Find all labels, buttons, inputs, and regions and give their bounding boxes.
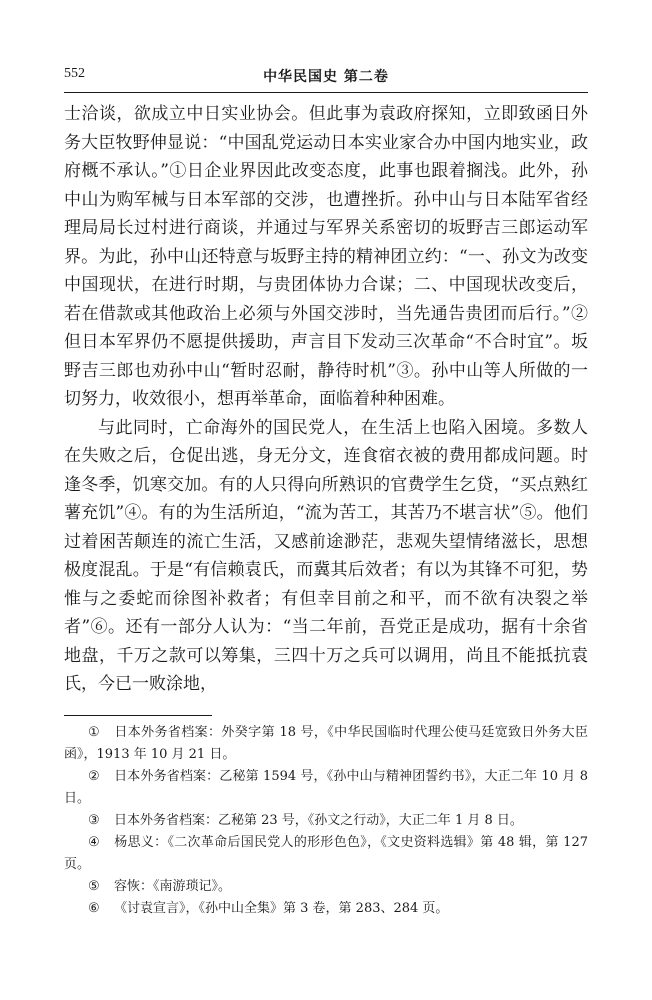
footnote [64, 898, 588, 920]
footnote-marker: ⑤ [88, 879, 100, 894]
footnote [64, 832, 588, 876]
footnote [64, 810, 588, 832]
footnote-text: 日本外务省档案：乙秘第 23 号，《孙文之行动》，大正二年 1 月 8 日。 [114, 813, 523, 828]
footnotes [64, 722, 588, 920]
footnote-marker: ② [88, 769, 100, 784]
paragraph: 与此同时，亡命海外的国民党人，在生活上也陷入困境。多数人在失败之后，仓促出逃，身无分文，连食宿衣被的费用都成问题。时逢冬季，饥寒交加。有的人只得向所熟识的官费学生乞贷，“买点熟红薯充饥”④。有的为生活所迫，“流为苦工，其苦乃不堪言状”⑤。他们过着困苦颠连的流亡生活，又感前途渺茫，悲观失望情绪滋长，思想极度混乱。于是“有信赖袁氏，而冀其后效者；有以为其锋不可犯，势惟与之委蛇而徐图补救者；有但幸目前之和平，而不欲有决裂之举者”⑥。还有一部分人认为：“当二年前，吾党正是成功，据有十余省地盘，千万之款可以筹集，三四十万之兵可以调用，尚且不能抵抗袁氏，今已一败涂地， [64, 417, 588, 694]
footnote-marker: ① [88, 725, 100, 740]
running-title: 中华民国史 第二卷 [263, 69, 389, 85]
footnote-text: 日本外务省档案：乙秘第 1594 号，《孙中山与精神团誓约书》，大正二年 10 月 8 日。 [64, 769, 588, 806]
footnote-marker: ④ [88, 835, 100, 850]
footnote-marker: ⑥ [88, 901, 100, 916]
footnote-text: 日本外务省档案：外癸字第 18 号，《中华民国临时代理公使马廷宽致日外务大臣函》，1913 年 10 月 21 日。 [64, 725, 588, 762]
footnote-text: 《讨袁宣言》，《孙中山全集》第 3 卷，第 283、284 页。 [114, 901, 449, 916]
page-header [64, 66, 588, 88]
footnote [64, 766, 588, 810]
footnote-text: 杨思义：《二次革命后国民党人的形形色色》，《文史资料选辑》第 48 辑，第 127 页。 [64, 835, 588, 872]
footnote-text: 容恢：《南游琐记》。 [114, 879, 232, 894]
footnote [64, 876, 588, 898]
paragraph-continued: 士洽谈，欲成立中日实业协会。但此事为袁政府探知，立即致函日外务大臣牧野伸显说：“中国乱党运动日本实业家合办中国内地实业，政府概不承认。”①日企业界因此改变态度，此事也跟着搁浅。此外，孙中山为购军械与日本军部的交涉，也遭挫折。孙中山与日本陆军省经理局局长过村进行商谈，并通过与军界关系密切的坂野吉三郎运动军界。为此，孙中山还特意与坂野主持的精神团立约：“一、孙文为改变中国现状，在进行时期，与贵团体协力合谋；二、中国现状改变后，若在借款或其他政治上必须与外国交涉时，当先通告贵团而后行。”②但日本军界仍不愿提供援助，声言目下发动三次革命“不合时宜”。坂野吉三郎也劝孙中山“暂时忍耐，静待时机”③。孙中山等人所做的一切努力，收效很小，想再举革命，面临着种种困难。 [64, 104, 588, 409]
header-rule [64, 92, 588, 93]
body-text [64, 100, 588, 699]
page-number: 552 [64, 66, 85, 81]
footnote [64, 722, 588, 766]
footnote-marker: ③ [88, 813, 100, 828]
footnote-rule [64, 715, 212, 716]
